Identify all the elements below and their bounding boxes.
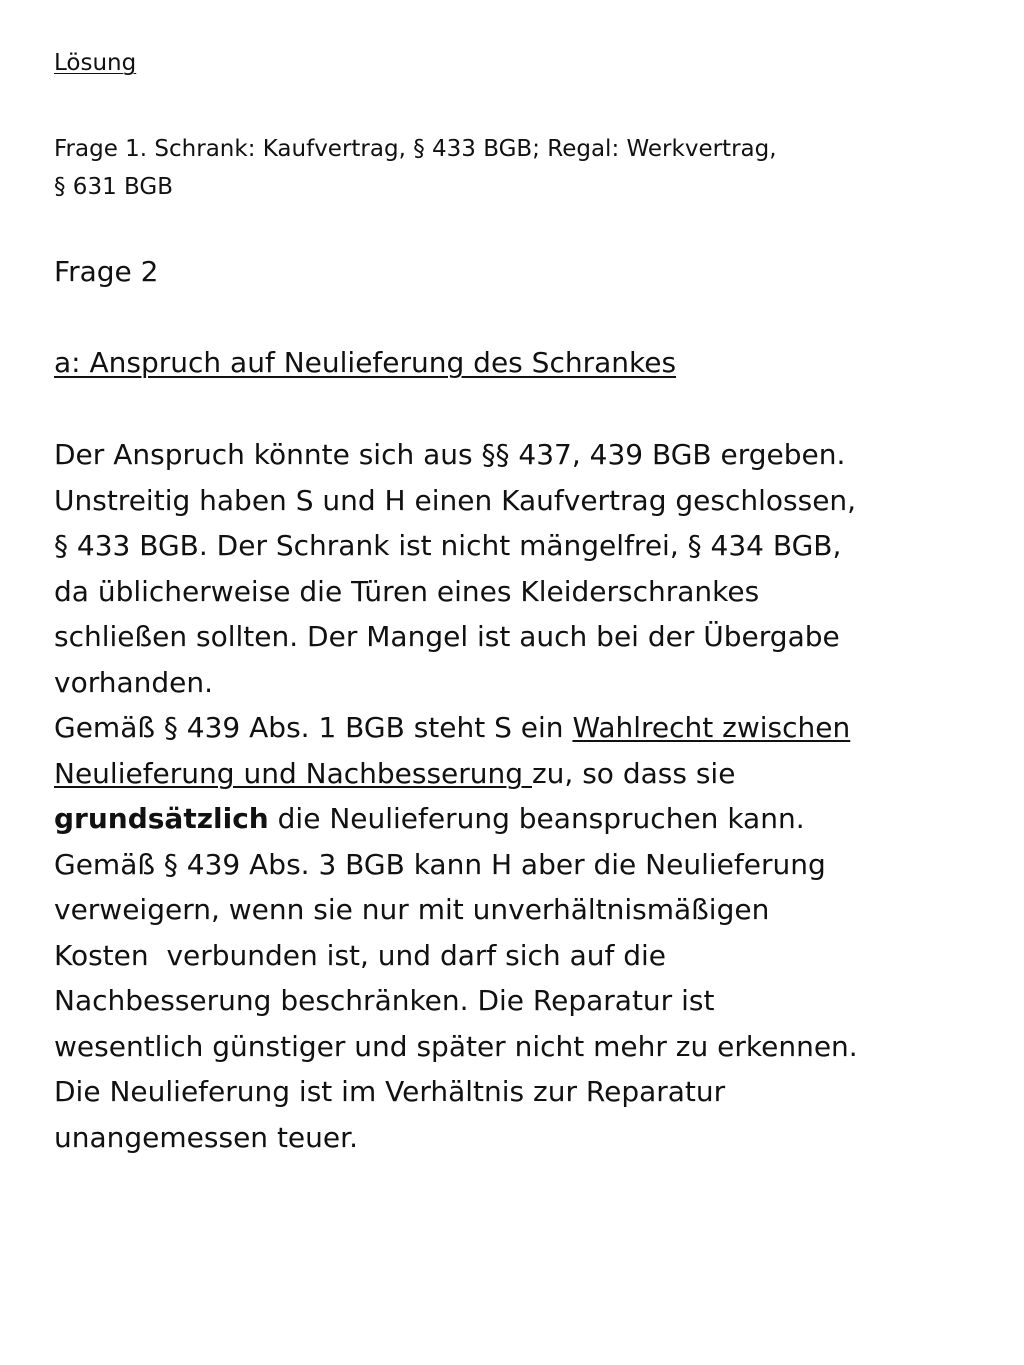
paragraph-1-line: § 433 BGB. Der Schrank ist nicht mängelfrei, § 434 BGB, bbox=[54, 529, 842, 562]
paragraph-1-line: Unstreitig haben S und H einen Kaufvertrag geschlossen, bbox=[54, 483, 857, 517]
paragraph-3-line: Kosten verbunden ist, und darf sich auf die bbox=[54, 938, 667, 972]
underlined-neulieferung: Neulieferung und Nachbesserung bbox=[54, 756, 532, 790]
paragraph-3-line: Nachbesserung beschränken. Die Reparatur ist bbox=[54, 984, 715, 1017]
paragraph-3-line: wesentlich günstiger und später nicht mehr zu erkennen. bbox=[54, 1029, 858, 1063]
frage-1-answer bbox=[54, 130, 934, 206]
paragraph-1-line: da üblicherweise die Türen eines Kleiderschrankes bbox=[54, 574, 760, 608]
paragraph-3-line: verweigern, wenn sie nur mit unverhältnismäßigen bbox=[54, 893, 770, 926]
frage-1-line-1: Frage 1. Schrank: Kaufvertrag, § 433 BGB; Regal: Werkvertrag, bbox=[54, 136, 777, 162]
paragraph-3 bbox=[54, 842, 954, 1161]
paragraph-1 bbox=[54, 432, 954, 705]
document-title: Lösung bbox=[54, 50, 137, 76]
paragraph-2-text: zu, so dass sie bbox=[531, 756, 736, 790]
paragraph-2-text: Gemäß § 439 Abs. 1 BGB steht S ein bbox=[54, 711, 573, 744]
paragraph-3-line: Die Neulieferung ist im Verhältnis zur Reparatur bbox=[54, 1075, 726, 1108]
frage-2-heading: Frage 2 bbox=[54, 255, 159, 288]
paragraph-2-text: die Neulieferung beanspruchen kann. bbox=[268, 802, 805, 835]
paragraph-1-line: Der Anspruch könnte sich aus §§ 437, 439 BGB ergeben. bbox=[54, 438, 846, 471]
paragraph-3-line: unangemessen teuer. bbox=[54, 1120, 358, 1154]
frage-1-line-2: § 631 BGB bbox=[54, 174, 173, 200]
section-a-heading: a: Anspruch auf Neulieferung des Schrankes bbox=[54, 346, 677, 379]
paragraph-3-line: Gemäß § 439 Abs. 3 BGB kann H aber die Neulieferung bbox=[54, 847, 826, 881]
paragraph-2 bbox=[54, 705, 954, 842]
section-a-body bbox=[54, 432, 954, 1160]
paragraph-1-line: vorhanden. bbox=[54, 665, 214, 699]
paragraph-1-line: schließen sollten. Der Mangel ist auch bei der Übergabe bbox=[54, 620, 840, 653]
bold-grundsaetzlich: grundsätzlich bbox=[54, 802, 269, 835]
underlined-wahlrecht: Wahlrecht zwischen bbox=[572, 711, 851, 744]
